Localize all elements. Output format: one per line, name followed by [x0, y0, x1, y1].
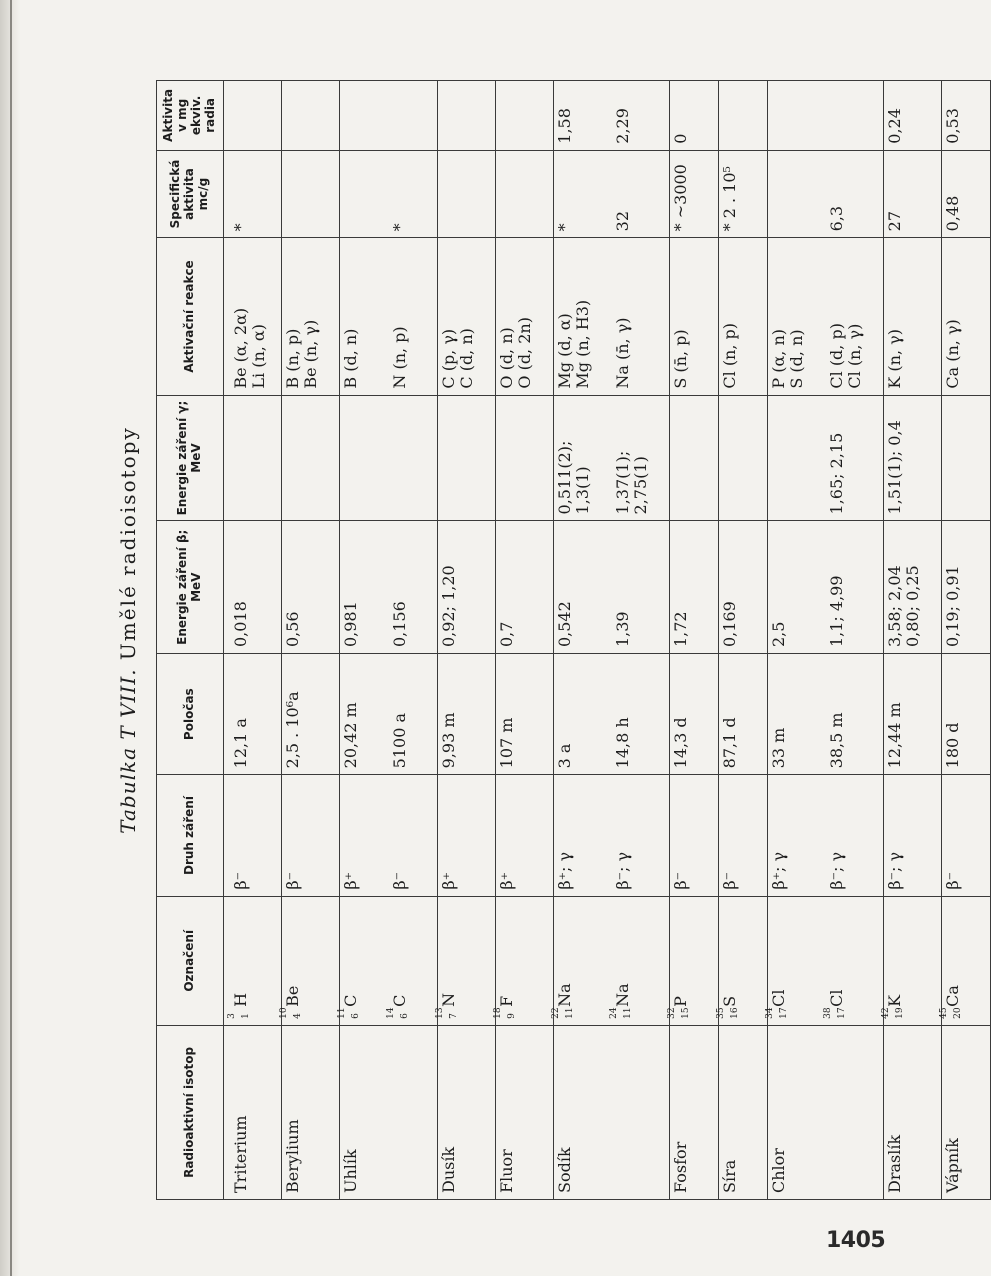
cell-radiation: β⁻: [224, 775, 282, 896]
element-symbol: C: [341, 994, 360, 1007]
cell-halflife: 38,5 m: [826, 654, 884, 775]
cell-activity: 0,53: [942, 81, 991, 151]
cell-beta-energy: 0,981: [340, 521, 389, 654]
cell-activity: 0: [670, 81, 719, 151]
cell-reaction: C (p, γ) C (d, n): [438, 238, 496, 395]
mass-number: 35: [716, 1007, 726, 1019]
cell-activity: [282, 81, 340, 151]
cell-gamma-energy: [942, 395, 991, 521]
cell-isotope-name: Triterium: [224, 1025, 282, 1199]
nuclide-symbol: [939, 985, 963, 1019]
cell-isotope-name: Fluor: [496, 1025, 554, 1199]
cell-mark: [551, 896, 612, 1025]
element-symbol: N: [439, 992, 458, 1007]
cell-specific-activity: [282, 150, 340, 238]
cell-reaction: O (d, n) O (d, 2n): [496, 238, 554, 395]
cell-beta-energy: 0,542: [554, 521, 612, 654]
header-isotope: Radioaktivní isotop: [157, 1025, 224, 1199]
cell-radiation: β⁻: [389, 775, 438, 896]
cell-reaction: Na (n̄, γ): [612, 238, 670, 395]
element-symbol: Be: [283, 985, 302, 1007]
cell-radiation: β⁻: [670, 775, 719, 896]
header-radiation: Druh záření: [157, 775, 224, 896]
cell-gamma-energy: [438, 395, 496, 521]
cell-gamma-energy: 1,37(1); 2,75(1): [612, 395, 670, 521]
cell-radiation: β⁺: [438, 775, 496, 896]
cell-activity: [768, 81, 826, 151]
cell-halflife: 180 d: [942, 654, 991, 775]
cell-isotope-name: Draslík: [884, 1025, 942, 1199]
mass-number: 13: [435, 1007, 445, 1019]
cell-activity: 1,58: [554, 81, 612, 151]
cell-mark: [337, 896, 389, 1025]
element-symbol: P: [671, 996, 690, 1007]
header-reaction: Aktivační reakce: [157, 238, 224, 395]
element-symbol: S: [720, 995, 739, 1007]
cell-reaction: Ca (n, γ): [942, 238, 991, 395]
cell-activity: [389, 81, 438, 151]
header-beta-energy: Energie záření β; MeV: [157, 521, 224, 654]
element-symbol: Na: [555, 983, 574, 1007]
cell-beta-energy: 0,156: [389, 521, 438, 654]
cell-gamma-energy: [340, 395, 389, 521]
cell-mark: [939, 896, 991, 1025]
cell-isotope-name: Chlor: [768, 1025, 826, 1199]
table-row: [612, 81, 670, 1200]
cell-isotope-name: Fosfor: [670, 1025, 719, 1199]
atomic-number: 15: [681, 1007, 691, 1019]
cell-specific-activity: [768, 150, 826, 238]
cell-mark: [385, 896, 438, 1025]
cell-isotope-name: [826, 1025, 884, 1199]
cell-mark: [765, 896, 826, 1025]
cell-beta-energy: 0,19; 0,91: [942, 521, 991, 654]
element-symbol: C: [389, 994, 409, 1007]
cell-reaction: Be (α, 2α) Li (n, α): [224, 238, 282, 395]
mass-number: 14: [385, 1007, 396, 1019]
mass-number: 34: [765, 1007, 775, 1019]
atomic-number: 1: [241, 1013, 251, 1019]
caption-prefix: Tabulka T VIII.: [116, 668, 140, 834]
cell-halflife: 12,1 a: [224, 654, 282, 775]
cell-beta-energy: 1,1; 4,99: [826, 521, 884, 654]
cell-radiation: β⁺; γ: [768, 775, 826, 896]
table-row: [438, 81, 496, 1200]
nuclide-symbol: [337, 994, 361, 1019]
header-gamma-energy: Energie záření γ; MeV: [157, 395, 224, 521]
nuclide-symbol: [385, 994, 410, 1019]
mass-number: 11: [337, 1007, 347, 1019]
table-row: [496, 81, 554, 1200]
atomic-number: 17: [836, 1007, 847, 1019]
cell-halflife: 14,8 h: [612, 654, 670, 775]
mass-number: 3: [227, 1013, 237, 1019]
cell-isotope-name: Vápník: [942, 1025, 991, 1199]
cell-beta-energy: 0,92; 1,20: [438, 521, 496, 654]
cell-mark: [716, 896, 768, 1025]
cell-specific-activity: [340, 150, 389, 238]
cell-gamma-energy: [496, 395, 554, 521]
mass-number: 22: [551, 1007, 561, 1019]
cell-isotope-name: Dusík: [438, 1025, 496, 1199]
nuclide-symbol: [881, 994, 905, 1019]
caption-title: Umělé radioisotopy: [116, 426, 140, 661]
cell-activity: 0,24: [884, 81, 942, 151]
cell-halflife: 3 a: [554, 654, 612, 775]
nuclide-symbol: [227, 992, 251, 1019]
cell-gamma-energy: [389, 395, 438, 521]
atomic-number: 16: [730, 1007, 740, 1019]
atomic-number: 11: [565, 1007, 575, 1019]
atomic-number: 11: [622, 1007, 633, 1019]
element-symbol: H: [231, 992, 250, 1007]
table-row: [768, 81, 826, 1200]
cell-radiation: β⁺: [340, 775, 389, 896]
nuclide-symbol: [822, 989, 847, 1019]
cell-mark: [822, 896, 884, 1025]
table-row: [826, 81, 884, 1200]
atomic-number: 6: [399, 1013, 410, 1019]
table-row: [224, 81, 282, 1200]
cell-beta-energy: 1,39: [612, 521, 670, 654]
cell-specific-activity: 6,3: [826, 150, 884, 238]
cell-beta-energy: 0,169: [719, 521, 768, 654]
nuclide-symbol: [716, 995, 740, 1019]
cell-reaction: B (n, p) Be (n, γ): [282, 238, 340, 395]
cell-specific-activity: 0,48: [942, 150, 991, 238]
cell-halflife: 20,42 m: [340, 654, 389, 775]
cell-reaction: P (α, n) S (d, n): [768, 238, 826, 395]
cell-beta-energy: 0,018: [224, 521, 282, 654]
cell-isotope-name: Sodík: [554, 1025, 612, 1199]
table-row: [670, 81, 719, 1200]
cell-radiation: β⁺: [496, 775, 554, 896]
rotated-table-block: [116, 60, 963, 1200]
mass-number: 32: [667, 1007, 677, 1019]
cell-beta-energy: 1,72: [670, 521, 719, 654]
cell-reaction: N (n, p): [389, 238, 438, 395]
cell-reaction: Cl (d, p) Cl (n, γ): [826, 238, 884, 395]
cell-isotope-name: [389, 1025, 438, 1199]
cell-gamma-energy: 1,65; 2,15: [826, 395, 884, 521]
cell-specific-activity: * ~3000: [670, 150, 719, 238]
cell-specific-activity: *: [554, 150, 612, 238]
atomic-number: 6: [351, 1013, 361, 1019]
mass-number: 10: [279, 1007, 289, 1019]
cell-isotope-name: Síra: [719, 1025, 768, 1199]
cell-halflife: 12,44 m: [884, 654, 942, 775]
table-row: [554, 81, 612, 1200]
nuclide-symbol: [667, 996, 691, 1019]
cell-mark: [435, 896, 496, 1025]
mass-number: 42: [881, 1007, 891, 1019]
element-symbol: F: [497, 995, 516, 1007]
element-symbol: Na: [612, 983, 632, 1007]
cell-radiation: β⁻: [719, 775, 768, 896]
cell-halflife: 87,1 d: [719, 654, 768, 775]
header-halflife: Poločas: [157, 654, 224, 775]
cell-activity: [496, 81, 554, 151]
nuclide-symbol: [765, 989, 789, 1019]
atomic-number: 20: [953, 1007, 963, 1019]
cell-mark: [667, 896, 719, 1025]
cell-reaction: K (n, γ): [884, 238, 942, 395]
cell-specific-activity: [496, 150, 554, 238]
cell-activity: [826, 81, 884, 151]
element-symbol: Ca: [943, 985, 962, 1007]
header-specific-activity: Specifická aktivita mc/g: [157, 150, 224, 238]
nuclide-symbol: [608, 983, 633, 1019]
table-row: [389, 81, 438, 1200]
cell-radiation: β⁻; γ: [884, 775, 942, 896]
cell-halflife: 2,5 . 10⁶a: [282, 654, 340, 775]
cell-halflife: 107 m: [496, 654, 554, 775]
cell-beta-energy: 3,58; 2,04 0,80; 0,25: [884, 521, 942, 654]
table-row: [719, 81, 768, 1200]
cell-gamma-energy: 1,51(1); 0,4: [884, 395, 942, 521]
atomic-number: 7: [449, 1013, 459, 1019]
cell-halflife: 33 m: [768, 654, 826, 775]
element-symbol: Cl: [826, 989, 846, 1007]
element-symbol: Cl: [769, 989, 788, 1007]
cell-specific-activity: 27: [884, 150, 942, 238]
cell-mark: [608, 896, 670, 1025]
nuclide-symbol: [551, 983, 575, 1019]
cell-beta-energy: 2,5: [768, 521, 826, 654]
cell-reaction: Mg (d, α) Mg (n, H3): [554, 238, 612, 395]
cell-isotope-name: Berylium: [282, 1025, 340, 1199]
cell-gamma-energy: [719, 395, 768, 521]
page-number: 1405: [826, 1228, 886, 1253]
cell-radiation: β⁻; γ: [826, 775, 884, 896]
cell-mark: [493, 896, 554, 1025]
cell-specific-activity: *: [224, 150, 282, 238]
element-symbol: K: [885, 994, 904, 1007]
cell-halflife: 9,93 m: [438, 654, 496, 775]
cell-halflife: 14,3 d: [670, 654, 719, 775]
cell-radiation: β⁻: [942, 775, 991, 896]
cell-specific-activity: *: [389, 150, 438, 238]
cell-halflife: 5100 a: [389, 654, 438, 775]
radioisotope-table: [156, 80, 991, 1200]
mass-number: 38: [822, 1007, 833, 1019]
atomic-number: 4: [293, 1013, 303, 1019]
cell-radiation: β⁺; γ: [554, 775, 612, 896]
mass-number: 24: [608, 1007, 619, 1019]
cell-activity: [224, 81, 282, 151]
cell-reaction: S (n̄, p): [670, 238, 719, 395]
table-row: [340, 81, 389, 1200]
cell-beta-energy: 0,7: [496, 521, 554, 654]
cell-radiation: β⁻; γ: [612, 775, 670, 896]
cell-gamma-energy: [224, 395, 282, 521]
cell-gamma-energy: 0,511(2); 1,3(1): [554, 395, 612, 521]
cell-reaction: B (d, n): [340, 238, 389, 395]
cell-gamma-energy: [768, 395, 826, 521]
mass-number: 18: [493, 1007, 503, 1019]
nuclide-symbol: [279, 985, 303, 1019]
nuclide-symbol: [435, 992, 459, 1019]
mass-number: 45: [939, 1007, 949, 1019]
binding-edge-line: [10, 0, 12, 1276]
cell-gamma-energy: [670, 395, 719, 521]
cell-isotope-name: Uhlík: [340, 1025, 389, 1199]
cell-radiation: β⁻: [282, 775, 340, 896]
table-caption: [116, 60, 150, 1200]
cell-activity: [719, 81, 768, 151]
cell-reaction: Cl (n, p): [719, 238, 768, 395]
atomic-number: 17: [779, 1007, 789, 1019]
header-row: [157, 81, 224, 1200]
table-row: [884, 81, 942, 1200]
atomic-number: 9: [507, 1013, 517, 1019]
cell-specific-activity: * 2 . 10⁵: [719, 150, 768, 238]
table-row: [282, 81, 340, 1200]
cell-activity: 2,29: [612, 81, 670, 151]
header-activity: Aktivita v mg ekviv. radia: [157, 81, 224, 151]
cell-gamma-energy: [282, 395, 340, 521]
nuclide-symbol: [493, 995, 517, 1019]
atomic-number: 19: [895, 1007, 905, 1019]
table-body: [224, 81, 991, 1200]
header-mark: Označení: [157, 896, 224, 1025]
cell-mark: [224, 896, 282, 1025]
cell-beta-energy: 0,56: [282, 521, 340, 654]
cell-activity: [340, 81, 389, 151]
cell-isotope-name: [612, 1025, 670, 1199]
cell-specific-activity: [438, 150, 496, 238]
cell-mark: [279, 896, 340, 1025]
cell-activity: [438, 81, 496, 151]
cell-mark: [881, 896, 942, 1025]
cell-specific-activity: 32: [612, 150, 670, 238]
table-row: [942, 81, 991, 1200]
